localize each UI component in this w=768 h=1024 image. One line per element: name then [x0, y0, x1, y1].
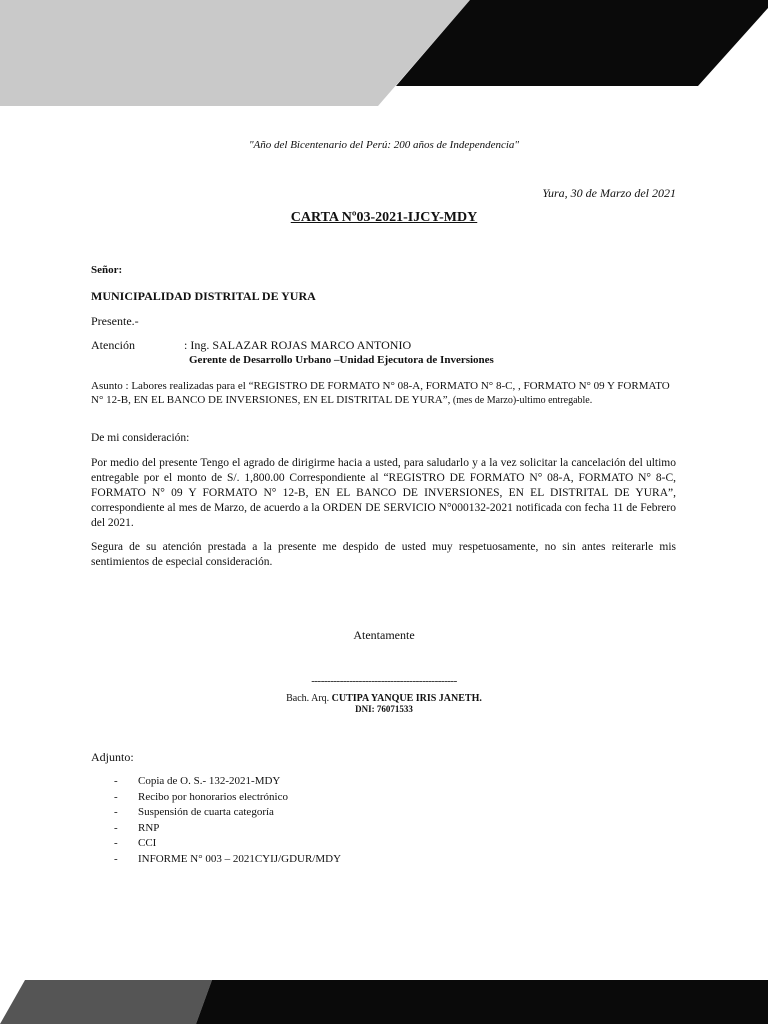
subject-paragraph: [91, 379, 676, 408]
subject-label: Asunto: [91, 380, 123, 392]
signer-block: [0, 693, 768, 704]
salutation: Señor:: [91, 264, 123, 276]
subject-note: (mes de Marzo)-ultimo entregable.: [450, 395, 593, 406]
presente-line: Presente.-: [91, 314, 139, 328]
closing: Atentamente: [353, 628, 415, 642]
subject-text: : Labores realizadas para el “REGISTRO DE FORMATO N° 08-A, FORMATO N° 8-C, , FORMATO N° 09 Y FORMATO N° 12-B, EN EL BANCO DE INVERSIONES, EN EL DISTRITAL DE YURA”,: [91, 380, 670, 406]
list-item: - Recibo por honorarios electrónico: [114, 790, 341, 806]
footer-banner-black-band: [196, 980, 768, 1024]
attachments-list: [114, 774, 341, 868]
body-paragraph-2: Segura de su atención prestada a la presente me despido de usted muy respetuosamente, no sin antes reiterarle mis sentimientos de especial consideración.: [91, 541, 676, 568]
header-banner: [0, 0, 768, 110]
bullet-dash: -: [114, 790, 118, 803]
list-item: - Suspensión de cuarta categoría: [114, 805, 341, 821]
list-item: - CCI: [114, 836, 341, 852]
bullet-dash: -: [114, 852, 118, 865]
bullet-dash: -: [114, 821, 118, 834]
consideration-line: De mi consideración:: [91, 432, 190, 444]
attachments-label: Adjunto:: [91, 750, 134, 764]
footer-banner: [0, 980, 768, 1024]
bullet-dash: -: [114, 775, 118, 787]
recipient-name: MUNICIPALIDAD DISTRITAL DE YURA: [91, 289, 316, 303]
body-paragraph-1: Por medio del presente Tengo el agrado de dirigirme hacia a usted, para saludarlo y a la vez solicitar la cancelación del ultimo entregable por el monto de S/. 1,800.00 Correspondiente al “REGISTRO DE FORMATO N° 08-A, FORMATO N° 8-C, FORMATO N° 09 Y FORMATO N° 12-B, EN EL BANCO DE INVERSIONES, EN EL DISTRITAL DE YURA”, correspondiente al mes de Marzo, de acuerdo a la ORDEN DE SERVICIO N°000132-2021 notificada con fecha 11 de Febrero del 2021.: [91, 457, 676, 529]
year-motto: "Año del Bicentenario del Perú: 200 años de Independencia": [248, 139, 520, 151]
signature-line: ----------------------------------------------: [311, 675, 457, 687]
letter-date: Yura, 30 de Marzo del 2021: [542, 186, 676, 200]
attention-role: Gerente de Desarrollo Urbano –Unidad Ejecutora de Inversiones: [189, 354, 494, 366]
bullet-dash: -: [114, 837, 118, 850]
list-item: - Copia de O. S.- 132-2021-MDY: [114, 774, 341, 790]
signer-prefix: Bach. Arq.: [286, 693, 330, 704]
header-banner-gray-band: [0, 0, 470, 106]
attention-label: Atención: [91, 338, 135, 352]
list-item: - RNP: [114, 821, 341, 837]
letter-title: CARTA Nº03-2021-IJCY-MDY: [290, 210, 478, 225]
attention-name: : Ing. SALAZAR ROJAS MARCO ANTONIO: [184, 338, 412, 352]
signer-name: CUTIPA YANQUE IRIS JANETH.: [331, 693, 482, 704]
footer-banner-gray-band: [0, 980, 212, 1024]
bullet-dash: -: [114, 806, 118, 819]
signer-dni: DNI: 76071533: [355, 704, 413, 714]
list-item: - INFORME N° 003 – 2021CYIJ/GDUR/MDY: [114, 852, 341, 868]
